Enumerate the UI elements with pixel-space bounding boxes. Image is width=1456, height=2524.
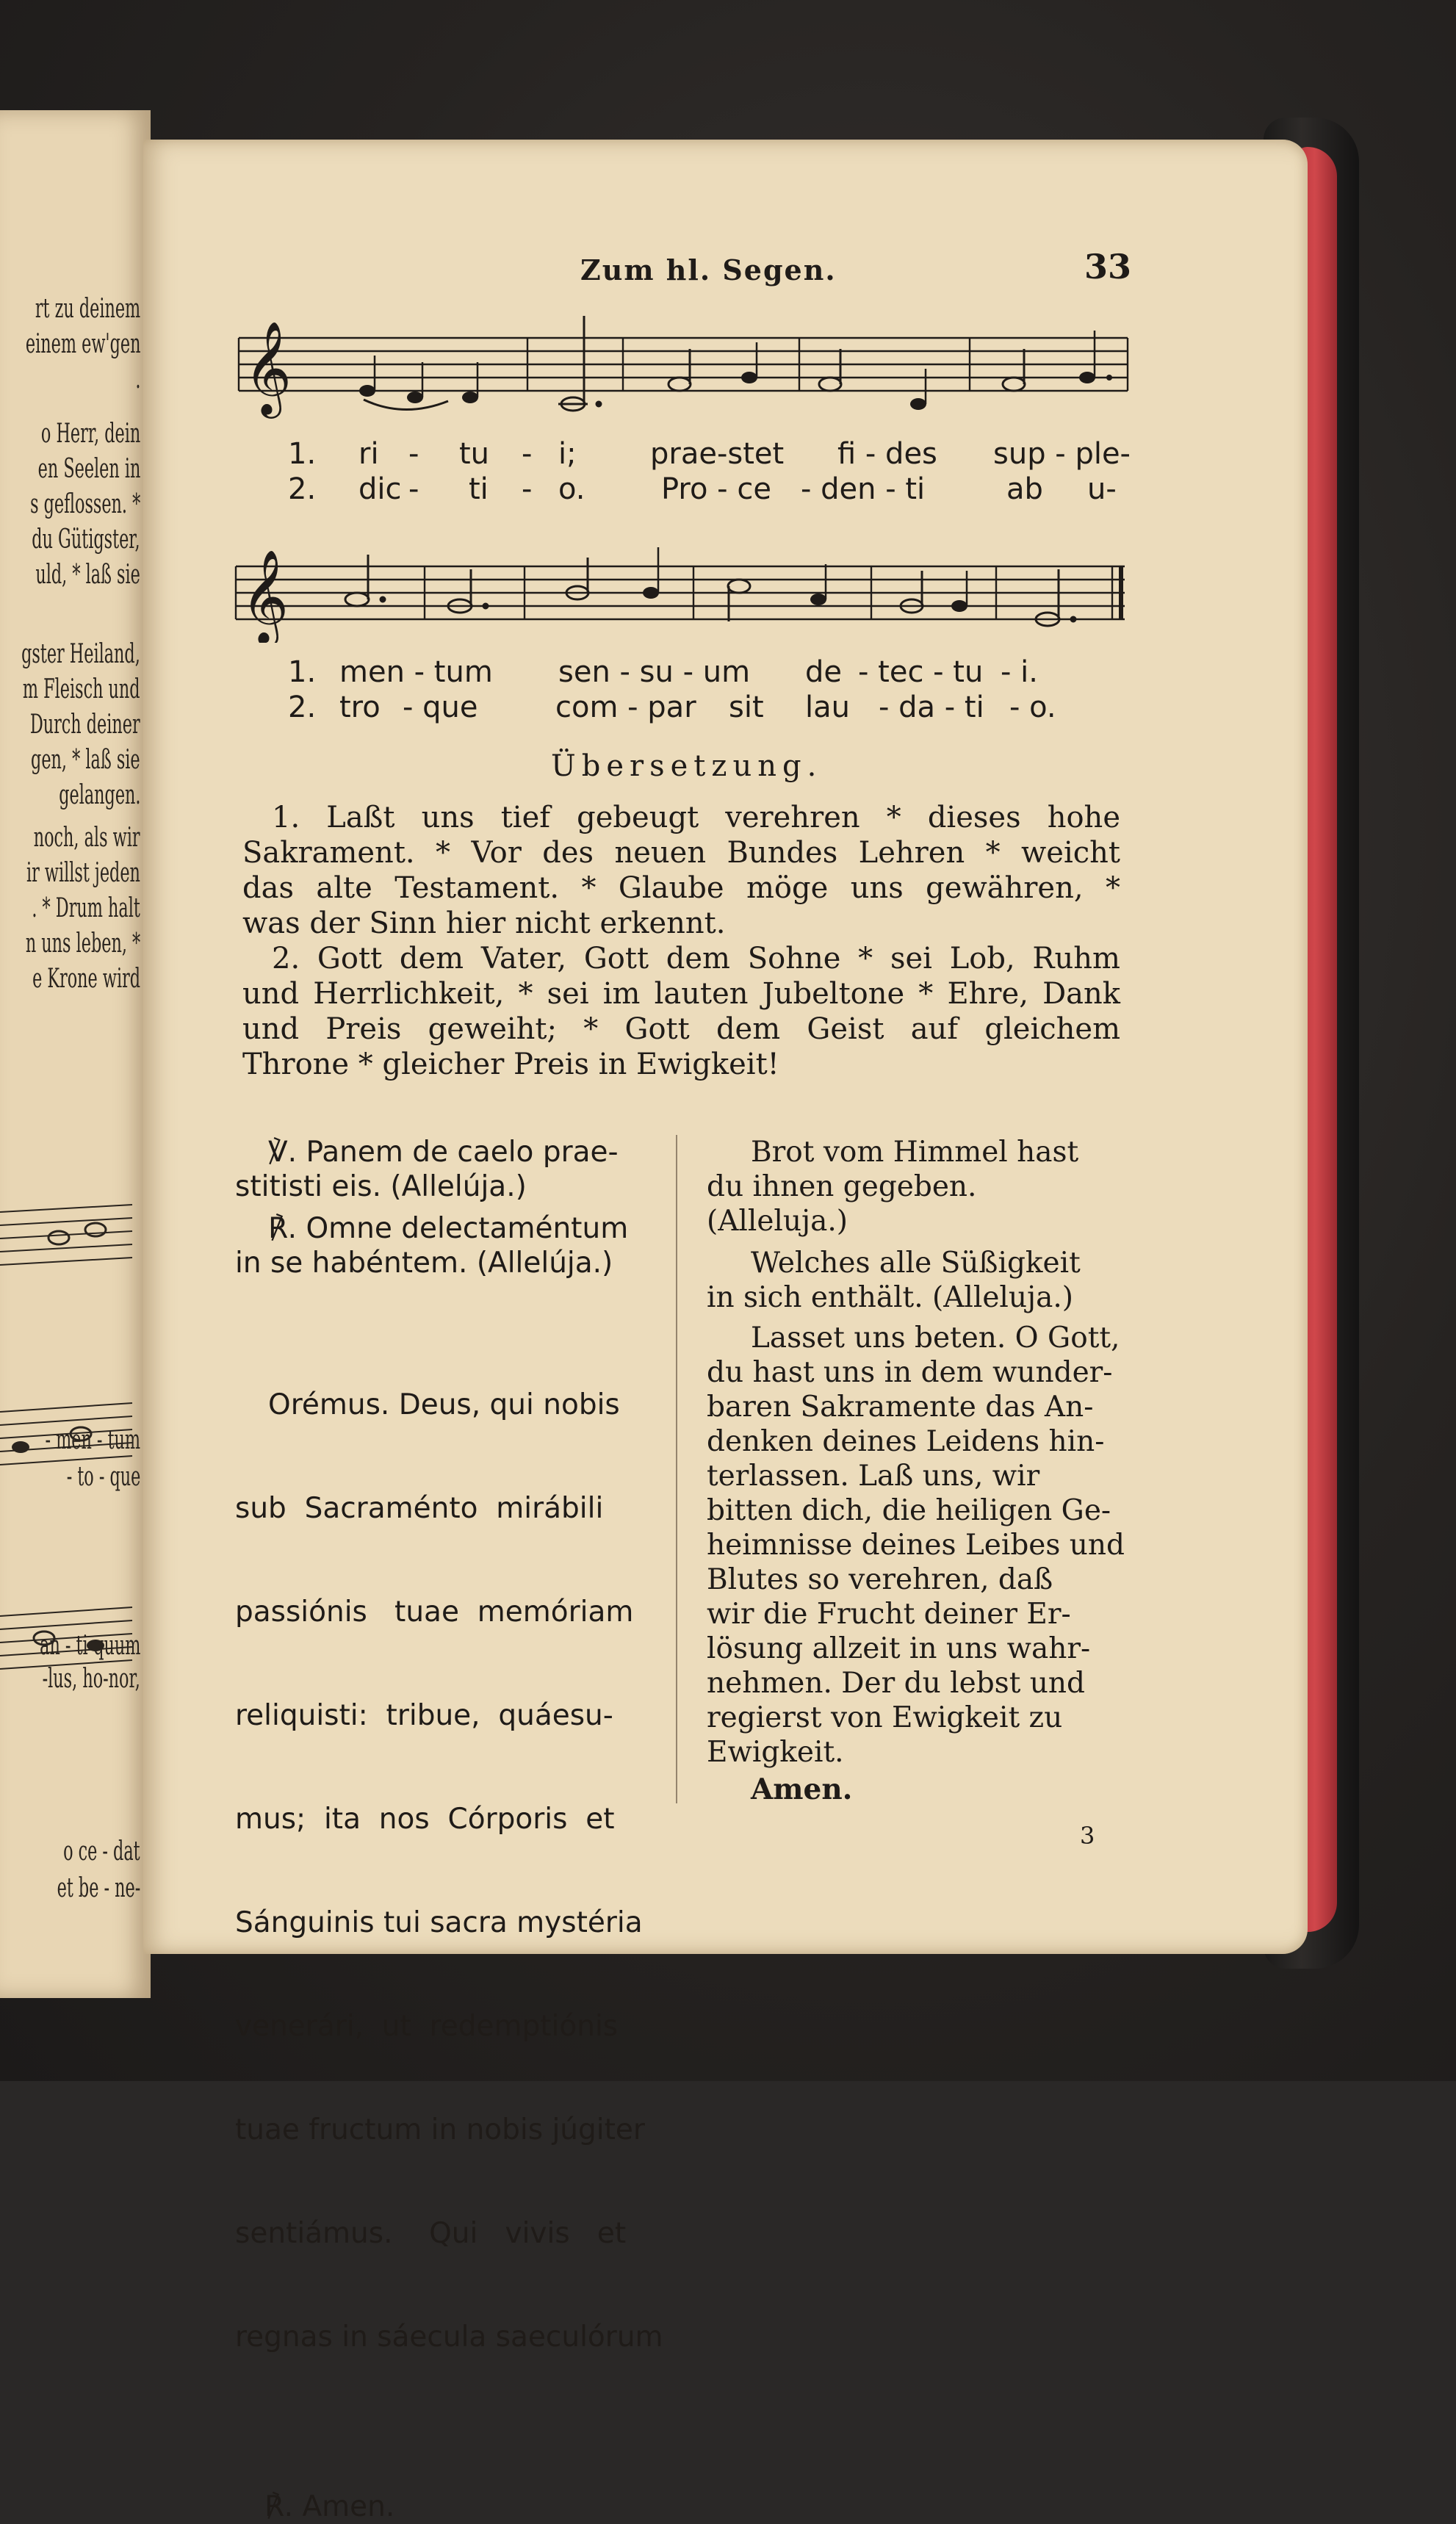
left-page-line: n uns leben, * xyxy=(25,929,140,959)
stanza2-line: 2. Gott dem Vater, Gott dem Sohne * sei Lob, Ruhm xyxy=(272,942,1120,976)
lyric: com - par xyxy=(555,691,696,724)
lyric: sit xyxy=(729,691,764,724)
german-column xyxy=(707,1135,1125,1807)
german-response-line: Welches alle Süßigkeit xyxy=(751,1247,1081,1280)
left-page-line: Durch deiner xyxy=(30,710,140,740)
german-prayer-line: regierst von Ewigkeit zu xyxy=(707,1701,1063,1734)
lyric: sup - ple- xyxy=(993,437,1131,471)
latin-versicle-line: stitisti eis. (Allelúja.) xyxy=(235,1170,527,1203)
lyric: ti xyxy=(469,472,489,506)
lyric: Pro - ce xyxy=(661,472,771,506)
lyric: men - tum xyxy=(339,655,493,689)
left-page-line: einem ew'gen xyxy=(25,329,140,359)
left-page-line: m Fleisch und xyxy=(23,674,140,704)
latin-prayer-line: tuae fructum in nobis júgiter xyxy=(235,2113,645,2146)
german-prayer-line: denken deines Leidens hin- xyxy=(707,1425,1105,1458)
latin-response-line: in se habéntem. (Allelúja.) xyxy=(235,1247,613,1280)
signature-mark: 3 xyxy=(1080,1822,1095,1850)
lyric: - que xyxy=(403,691,478,724)
music-staff-2 xyxy=(232,540,1136,643)
left-page-line: du Gütigster, xyxy=(32,524,140,555)
lyric: - xyxy=(408,472,419,506)
lyric: tu xyxy=(459,437,490,471)
lyric: i; xyxy=(558,437,577,471)
stanza1-line: was der Sinn hier nicht erkennt. xyxy=(242,906,726,940)
music-staff-1 xyxy=(235,309,1139,419)
lyric: o. xyxy=(558,472,585,506)
stanza2-line: Throne * gleicher Preis in Ewigkeit! xyxy=(242,1048,779,1081)
german-prayer-line: Blutes so verehren, daß xyxy=(707,1563,1053,1596)
german-prayer-line: nehmen. Der du lebst und xyxy=(707,1667,1085,1700)
left-page-line: s geflossen. * xyxy=(29,489,140,519)
lyric: tro xyxy=(339,691,381,724)
lyric-verse1-number: 1. xyxy=(288,437,317,471)
stanza2-line: und Herrlichkeit, * sei im lauten Jubeltone * Ehre, Dank xyxy=(242,977,1120,1011)
left-page-lyric: o ce - dat xyxy=(63,1836,140,1867)
german-prayer-line: Ewigkeit. xyxy=(707,1736,844,1769)
lyric: u- xyxy=(1087,472,1117,506)
lyric: - xyxy=(408,437,419,471)
left-page-line: rt zu deinem xyxy=(35,294,140,324)
left-page-line: ir willst jeden xyxy=(26,858,140,888)
left-page-line: uld, * laß sie xyxy=(35,560,140,590)
left-page-line: e Krone wird xyxy=(32,964,140,994)
lyric-verse2-number: 2. xyxy=(288,472,317,506)
lyric: - i. xyxy=(1001,655,1038,689)
treble-clef-icon: 𝄞 xyxy=(241,549,289,643)
left-page-lyric: an - ti-quum xyxy=(39,1631,140,1661)
stanza1-line: Sakrament. * Vor des neuen Bundes Lehren * weicht xyxy=(242,836,1120,870)
lyric: lau xyxy=(805,691,850,724)
lyric: - xyxy=(522,472,533,506)
left-page-line: . * Drum halt xyxy=(32,893,140,923)
stanza1-line: 1. Laßt uns tief gebeugt verehren * dieses hohe xyxy=(272,801,1120,834)
lyric-verse1-number: 1. xyxy=(288,655,317,689)
german-prayer-line: lösung allzeit in uns wahr- xyxy=(707,1632,1091,1665)
left-page xyxy=(0,110,151,1998)
lyric: de xyxy=(805,655,842,689)
german-amen: Amen. xyxy=(751,1773,853,1806)
left-page-lyric: et be - ne- xyxy=(57,1873,140,1903)
latin-prayer-line: Sánguinis tui sacra mystéria xyxy=(235,1906,643,1939)
lyric: - xyxy=(522,437,533,471)
lyric: - da - ti xyxy=(879,691,984,724)
lyric: - tec - tu xyxy=(858,655,984,689)
latin-prayer-line: sub Sacraménto mirábili xyxy=(235,1492,604,1525)
left-page-line: gelangen. xyxy=(58,780,140,810)
latin-prayer-line: passiónis tuae memóriam xyxy=(235,1595,634,1629)
latin-prayer-line: venerári, ut redemptiónis xyxy=(235,2010,619,2043)
latin-prayer-line: sentiámus. Qui vivis et xyxy=(235,2217,627,2250)
german-response-line: in sich enthält. (Alleluja.) xyxy=(707,1281,1073,1314)
running-head: Zum hl. Segen. xyxy=(580,253,837,286)
left-page-line: gen, * laß sie xyxy=(31,745,140,775)
left-page-lyric: -lus, ho-nor, xyxy=(42,1664,140,1694)
latin-response-line: ℟. Omne delectaméntum xyxy=(268,1212,629,1245)
german-prayer-line: Lasset uns beten. O Gott, xyxy=(751,1322,1120,1355)
left-page-lyric: - men - tum xyxy=(45,1425,140,1455)
german-versicle-line: Brot vom Himmel hast xyxy=(751,1136,1079,1169)
lyric: sen - su - um xyxy=(558,655,751,689)
german-versicle-line: du ihnen gegeben. (Alleluja.) xyxy=(707,1170,977,1238)
latin-prayer-line: reliquisti: tribue, quáesu- xyxy=(235,1699,613,1732)
latin-prayer-line: mus; ita nos Córporis et xyxy=(235,1803,615,1836)
stanza2-line: und Preis geweiht; * Gott dem Geist auf gleichem xyxy=(242,1012,1120,1046)
left-page-line: . xyxy=(134,364,140,394)
left-page-line: noch, als wir xyxy=(34,823,140,853)
lyric: dic xyxy=(358,472,402,506)
latin-prayer-line: Orémus. Deus, qui nobis xyxy=(268,1388,620,1421)
left-page-line: gster Heiland, xyxy=(21,639,140,669)
left-page-line: en Seelen in xyxy=(37,454,140,484)
lyric: ri xyxy=(358,437,379,471)
lyric-verse2-number: 2. xyxy=(288,691,317,724)
page-number: 33 xyxy=(1084,247,1132,286)
latin-prayer-line: regnas in sáecula saeculórum xyxy=(235,2321,663,2354)
stanza1-line: das alte Testament. * Glaube möge uns gewähren, * xyxy=(242,871,1120,905)
lyric: ab xyxy=(1006,472,1043,506)
german-prayer-line: heimnisse deines Leibes und xyxy=(707,1529,1125,1562)
german-prayer-line: du hast uns in dem wunder- xyxy=(707,1356,1113,1389)
left-page-line: o Herr, dein xyxy=(40,419,140,449)
treble-clef-icon: 𝄞 xyxy=(244,320,292,414)
latin-amen: ℟. Amen. xyxy=(264,2490,395,2523)
german-prayer-line: baren Sakramente das An- xyxy=(707,1391,1094,1424)
lyric: prae-stet xyxy=(650,437,785,471)
german-prayer-line: wir die Frucht deiner Er- xyxy=(707,1598,1071,1631)
column-divider xyxy=(676,1135,677,1803)
translation-heading: Übersetzung. xyxy=(551,749,823,783)
latin-versicle-line: ℣. Panem de caelo prae- xyxy=(268,1136,619,1169)
lyric: fi - des xyxy=(837,437,937,471)
german-prayer-line: terlassen. Laß uns, wir xyxy=(707,1460,1040,1493)
german-prayer-line: bitten dich, die heiligen Ge- xyxy=(707,1494,1111,1527)
left-page-lyric: - to - que xyxy=(66,1462,140,1492)
lyric: - o. xyxy=(1009,691,1056,724)
latin-column xyxy=(235,1135,663,2524)
lyric: - den - ti xyxy=(801,472,926,506)
